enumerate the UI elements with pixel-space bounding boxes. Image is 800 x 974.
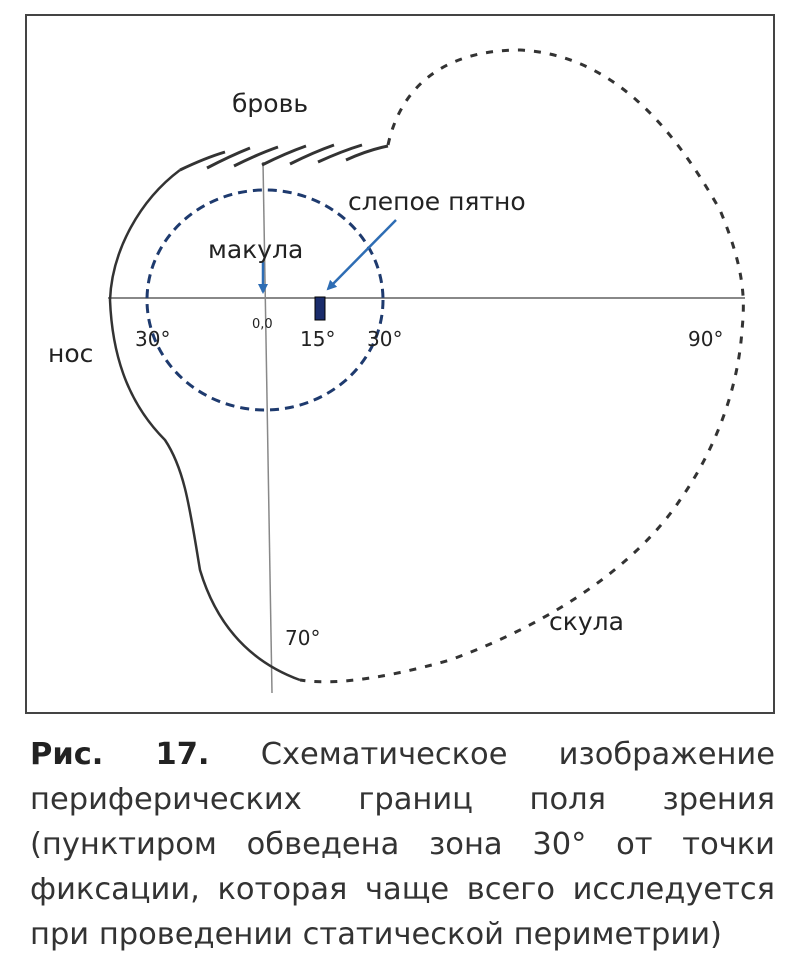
figure-caption <box>30 732 775 957</box>
caption-title: Рис. 17. <box>30 737 210 772</box>
blind-spot-label: слепое пятно <box>348 187 526 216</box>
figure-frame <box>26 15 774 713</box>
cheekbone-label: скула <box>549 607 624 636</box>
blind-spot-arrow <box>328 220 396 289</box>
caption-text: Схематическое изображение периферических границ поля зрения (пунктиром обведена зона 30° от точки фиксации, которая чаще всего исследуется при проведении статической периметрии) <box>30 737 775 952</box>
tick-70-label: 70° <box>285 626 321 650</box>
tick-30-right-label: 30° <box>367 327 403 351</box>
brow-hatching <box>180 145 388 170</box>
tick-15-label: 15° <box>300 327 336 351</box>
macula-label: макула <box>208 235 304 264</box>
nose-label: нос <box>48 339 94 368</box>
brow-label: бровь <box>232 89 309 118</box>
blind-spot-marker <box>315 297 325 320</box>
tick-30-left-label: 30° <box>135 327 171 351</box>
tick-90-label: 90° <box>688 327 724 351</box>
temporal-field-boundary <box>300 50 743 682</box>
origin-label: 0,0 <box>252 317 273 332</box>
